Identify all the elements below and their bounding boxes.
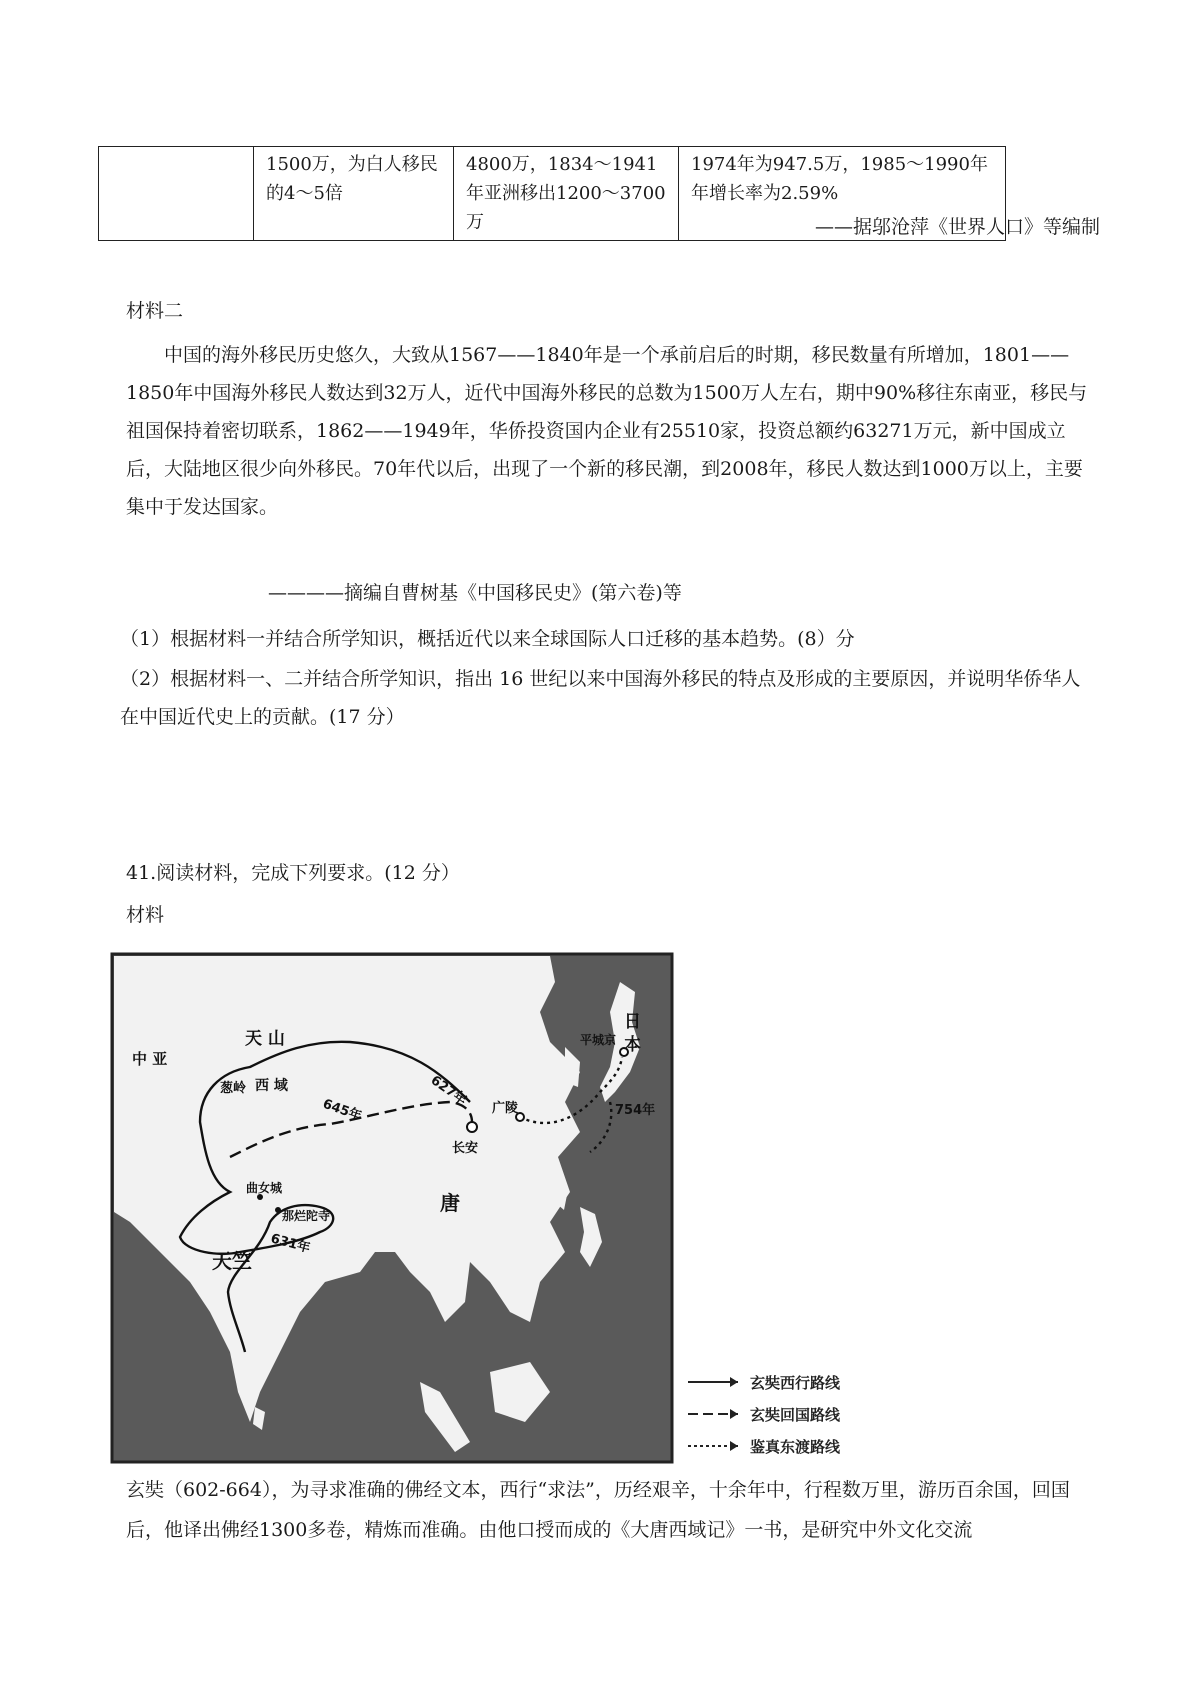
map-label-tianzhu: 天竺 [212,1249,252,1273]
map-label-754: 754年 [615,1103,656,1118]
map-label-627: 627年 [427,1072,470,1109]
map-label-tianshan: 天 山 [245,1029,285,1049]
map-label-qunucheng: 曲女城 [246,1181,283,1195]
table-source: ——据邬沧萍《世界人口》等编制 [814,216,1100,238]
legend-item: 鉴真东渡路线 [750,1438,841,1456]
map-label-nalanda: 那烂陀寺 [282,1209,331,1223]
table-cell: 1500万，为白人移民的4～5倍 [254,147,454,241]
q41-title: 41.阅读材料，完成下列要求。(12 分） [126,862,460,884]
legend-item: 玄奘西行路线 [750,1374,841,1392]
table-cell: 1974年为947.5万，1985～1990年年增长率为2.59% [679,147,1006,241]
map-label-631: 631年 [268,1231,312,1257]
question-1: （1）根据材料一并结合所学知识，概括近代以来全球国际人口迁移的基本趋势。(8）分 [120,628,855,650]
material2-source: ————摘编自曹树基《中国移民史》(第六卷)等 [268,582,682,604]
map-label-645: 645年 [320,1096,364,1125]
map-label-tang: 唐 [440,1191,460,1215]
nalanda-marker [275,1207,281,1213]
map-label-guangling: 广陵 [492,1101,519,1116]
question-2: （2）根据材料一、二并结合所学知识，指出 16 世纪以来中国海外移民的特点及形成的主要原因，并说明华侨华人在中国近代史上的贡献。(17 分） [120,668,1081,728]
map-label-japan: 日 本 [620,1012,640,1052]
map-label-changan: 长安 [452,1141,479,1156]
table-cell [99,147,254,241]
q41-material-label: 材料 [126,904,165,926]
legend-item: 玄奘回国路线 [750,1406,841,1424]
table-cell: 4800万，1834～1941年亚洲移出1200～3700万 [454,147,679,241]
changan-marker [467,1122,477,1132]
map-label-xiyu: 西 域 [255,1078,288,1094]
map-label-pingcheng: 平城京 [580,1033,617,1047]
map-label-central-asia: 中 亚 [132,1050,168,1068]
material2-label: 材料二 [126,300,184,322]
material2-paragraph: 中国的海外移民历史悠久，大致从1567——1840年是一个承前启后的时期，移民数量有所增加，1801——1850年中国海外移民人数达到32万人，近代中国海外移民的总数为1500万人左右，期中90%移往东南亚，移民与祖国保持着密切联系，1862——1949年，华侨投资国内企业有25510家，投资总额约63271万元，新中国成立后，大陆地区很少向外移民。70年代以后，出现了一个新的移民潮，到2008年，移民人数达到1000万以上，主要集中于发达国家。 [126,344,1088,518]
xuanzang-jianzhen-route-map [110,952,946,1464]
map-label-congling: 葱岭 [220,1081,247,1096]
xuanzang-paragraph: 玄奘（602-664），为寻求准确的佛经文本，西行“求法”，历经艰辛，十余年中，行程数万里，游历百余国，回国后，他译出佛经1300多卷，精炼而准确。由他口授而成的《大唐西域记》一书，是研究中外文化交流 [126,1479,1070,1541]
